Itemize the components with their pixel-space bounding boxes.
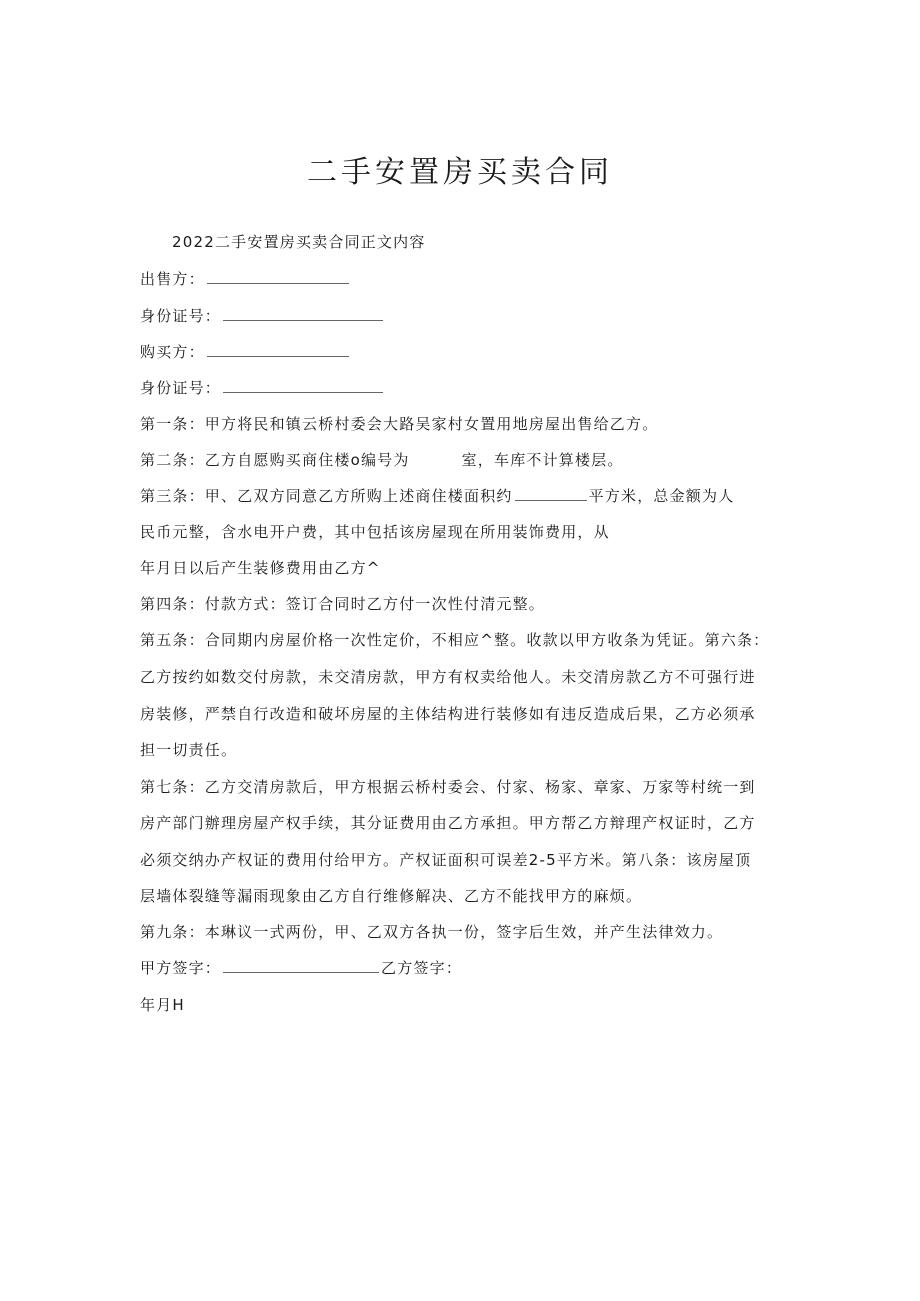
article-7-line-3: 必须交纳办产权证的费用付给甲方。产权证面积可误差2-5平方米。第八条：该房屋顶 (140, 851, 752, 869)
article-2-part-a: 第二条：乙方自愿购买商住楼o编号为 (140, 451, 410, 469)
article-4: 第四条：付款方式：签订合同时乙方付一次性付清元整。 (140, 595, 546, 613)
area-blank (515, 485, 587, 501)
buyer-label: 购买方： (140, 343, 205, 361)
article-5-line-1: 第五条：合同期内房屋价格一次性定价，不相应^整。收款以甲方收条为凭证。第六条： (140, 631, 770, 649)
article-5-line-2: 乙方按约如数交付房款，未交清房款，甲方有权卖给他人。未交清房款乙方不可强行进 (140, 668, 756, 686)
article-3-part-a: 第三条：甲、乙双方同意乙方所购上述商住楼面积约 (140, 487, 513, 505)
article-3-line-2: 民币元整，含水电开户费，其中包括该房屋现在所用装饰费用，从 (140, 523, 610, 541)
date-line: 年月H (140, 996, 185, 1014)
seller-id-line (140, 305, 800, 327)
article-9: 第九条：本琳议一式两份，甲、乙双方各执一份，签字后生效，并产生法律效力。 (140, 923, 724, 941)
buyer-id-label: 身份证号： (140, 379, 222, 397)
buyer-id-blank (223, 377, 383, 393)
article-3-line-1 (140, 485, 800, 507)
seller-blank (207, 268, 349, 284)
article-2-part-b: 室，车库不计算楼层。 (461, 451, 624, 469)
article-2 (140, 449, 800, 471)
article-5-line-4: 担一切责任。 (140, 741, 238, 759)
buyer-line (140, 341, 800, 363)
seller-line (140, 268, 800, 290)
article-5-line-3: 房装修，严禁自行改造和破坏房屋的主体结构进行装修如有违反造成后果，乙方必须承 (140, 705, 756, 723)
seller-id-blank (223, 305, 383, 321)
signature-line (140, 957, 800, 979)
article-3-line-3: 年月日以后产生装修费用由乙方^ (140, 559, 381, 577)
document-title: 二手安置房买卖合同 (307, 155, 613, 190)
article-3-part-b: 平方米，总金额为人 (588, 487, 735, 505)
seller-id-label: 身份证号： (140, 307, 222, 325)
article-7-line-1: 第七条：乙方交清房款后，甲方根据云桥村委会、付家、杨家、章家、万家等村统一到 (140, 778, 756, 796)
party-a-sign-label: 甲方签字： (140, 959, 222, 977)
article-7-line-4: 层墙体裂缝等漏雨现象由乙方自行维修解决、乙方不能找甲方的麻烦。 (140, 887, 643, 905)
article-7-line-2: 房产部门辦理房屋产权手续，其分证费用由乙方承担。甲方帮乙方辩理产权证时，乙方 (140, 814, 756, 832)
seller-label: 出售方： (140, 270, 205, 288)
article-1: 第一条：甲方将民和镇云桥村委会大路吴家村女置用地房屋出售给乙方。 (140, 415, 659, 433)
subtitle: 2022二手安置房买卖合同正文内容 (172, 233, 426, 251)
buyer-id-line (140, 377, 800, 399)
buyer-blank (207, 341, 349, 357)
party-b-sign-label: 乙方签字： (381, 959, 463, 977)
party-a-sign-blank (223, 957, 379, 973)
